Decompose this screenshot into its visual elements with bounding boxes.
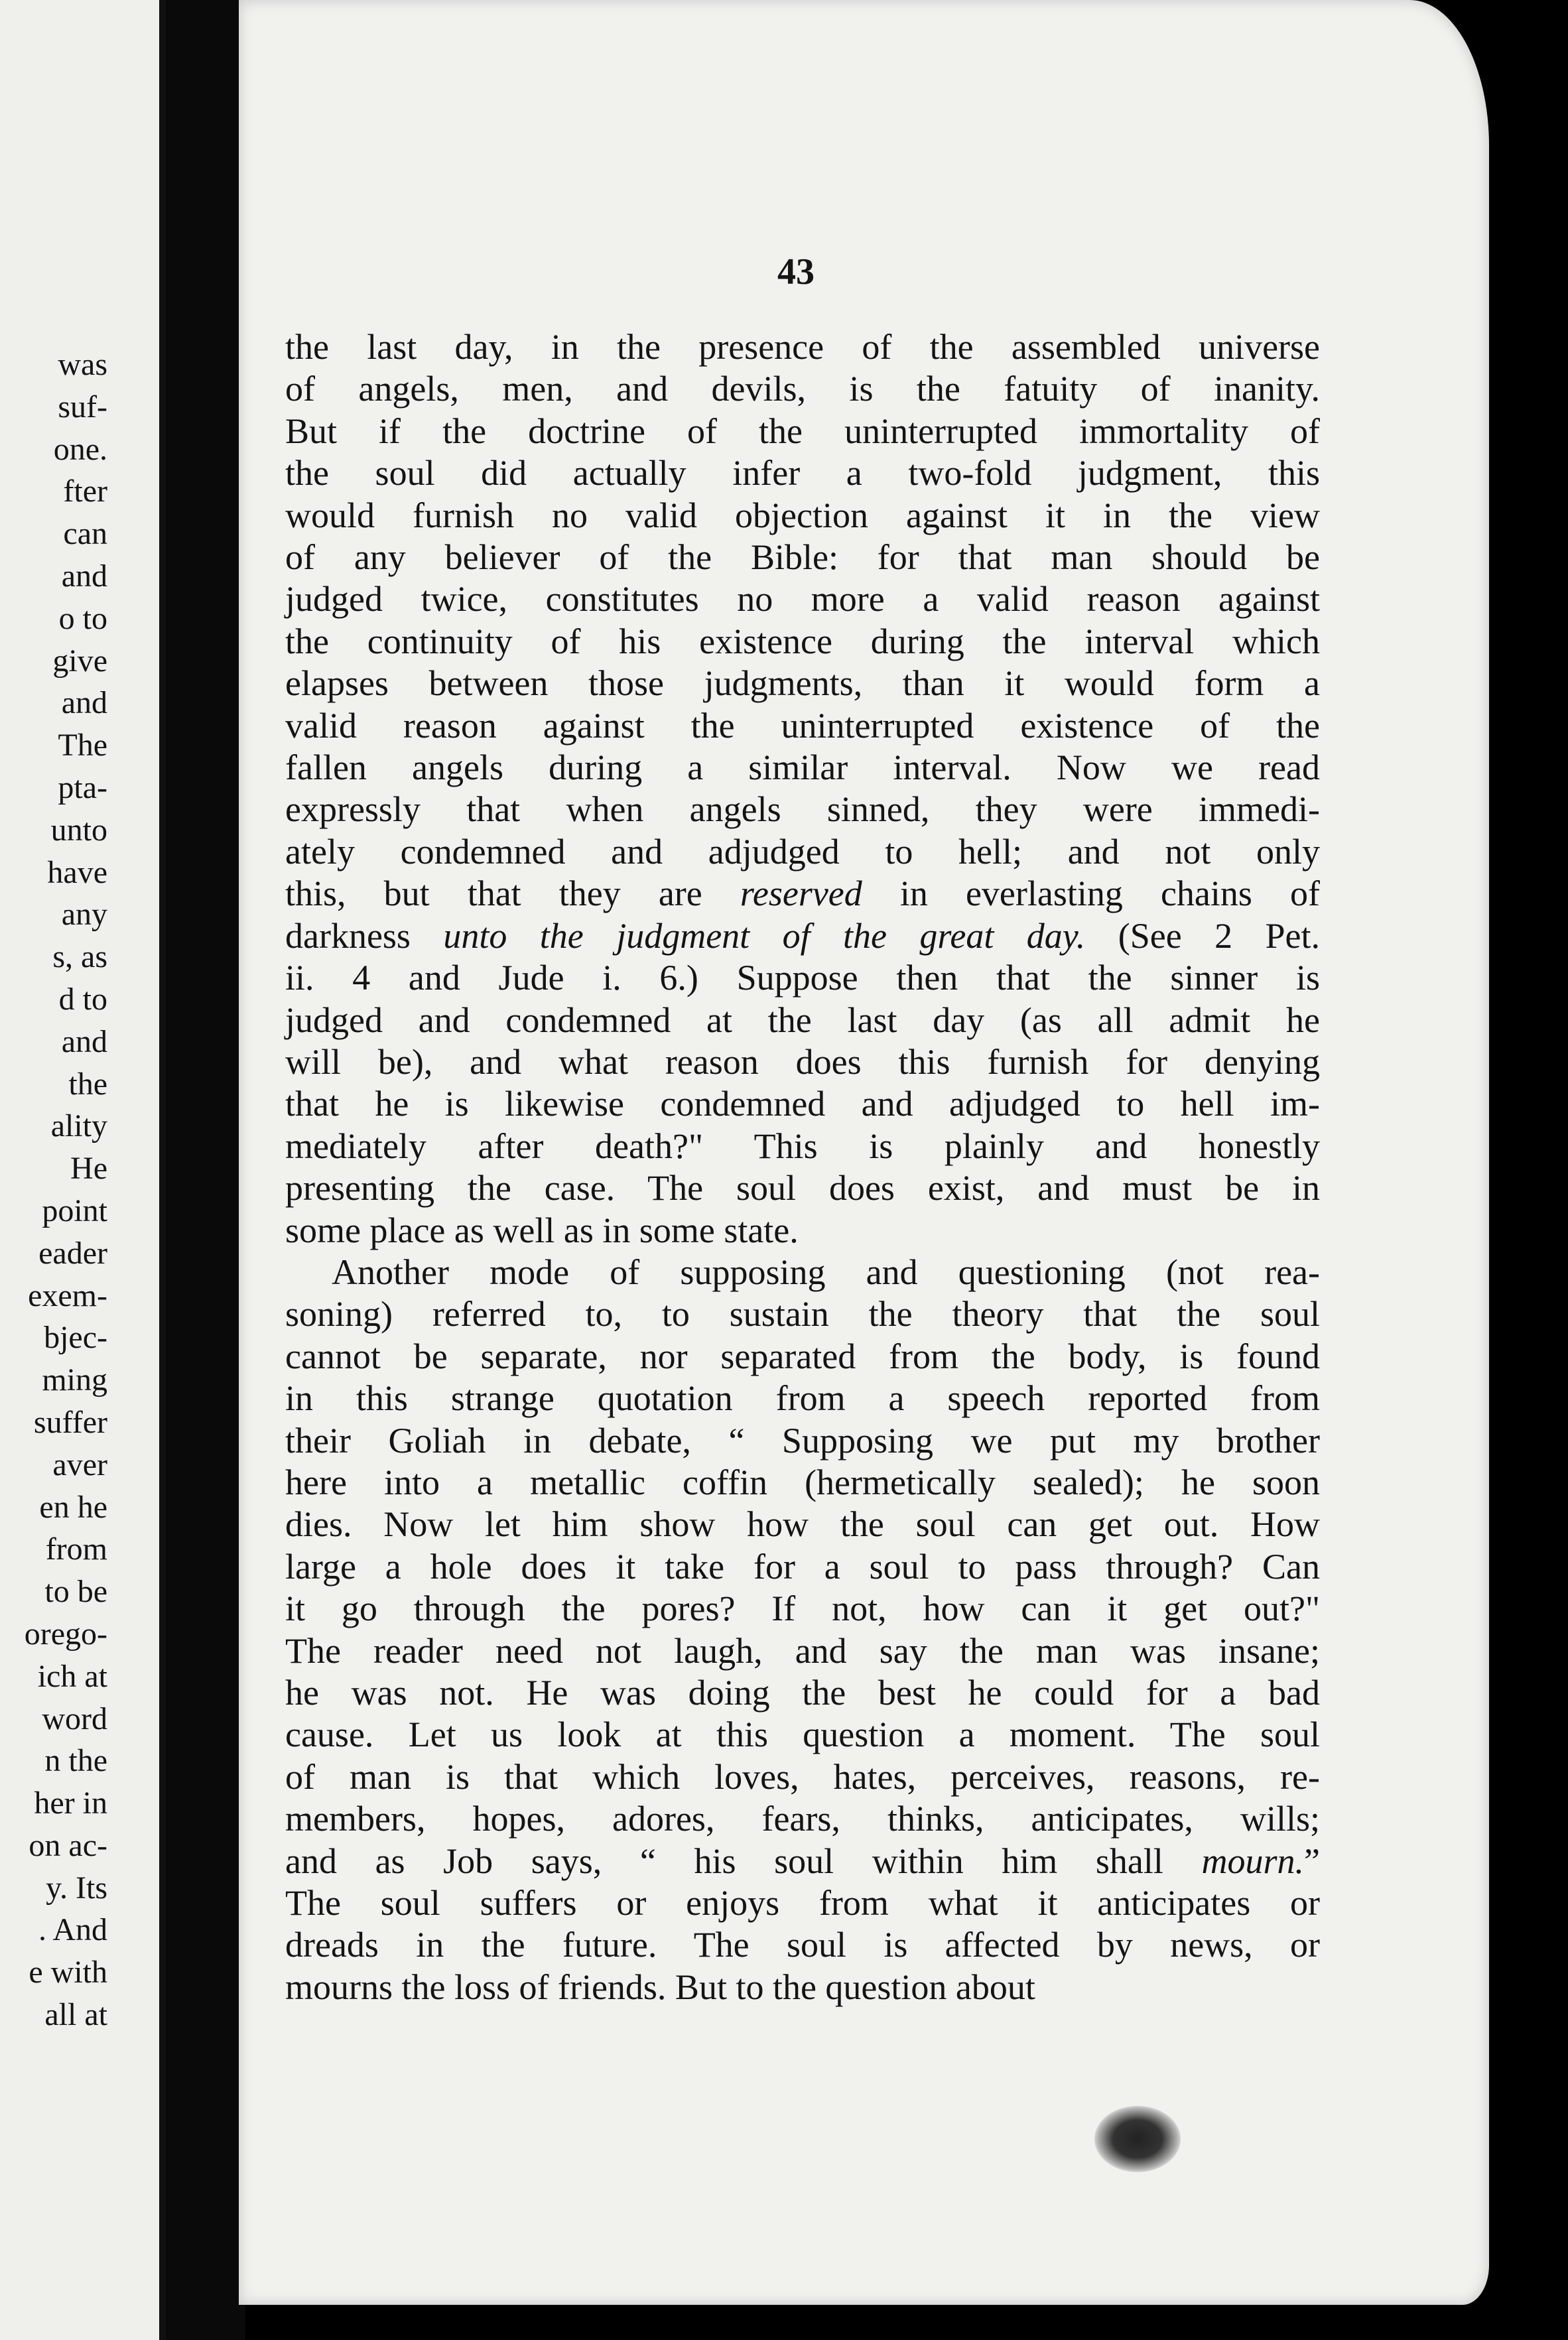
left-page-fragment: suf- [58,389,107,424]
text-line: dreads in the future. The soul is affected by news, or [285,1925,1320,1965]
left-page-fragment: o to [58,600,107,636]
left-page-text-fragments [25,344,107,2036]
text-line: judged and condemned at the last day (as all admit he [285,1000,1320,1040]
left-page-fragment: and [61,1023,107,1059]
text-line: that he is likewise condemned and adjudged to hell im- [285,1084,1320,1124]
left-page-fragment: point [42,1193,107,1228]
left-page-fragment: The [58,728,107,763]
left-page-fragment: all at [44,1997,107,2033]
text-line: the continuity of his existence during the interval which [285,621,1320,661]
left-page-fragment: en he [39,1489,107,1525]
text-line: expressly that when angels sinned, they were immedi- [285,789,1320,830]
text-line: But if the doctrine of the uninterrupted immortality of [285,411,1320,451]
text-line: members, hopes, adores, fears, thinks, anticipates, wills; [285,1799,1320,1839]
left-page-fragment: e with [29,1955,107,1990]
left-page [0,0,166,2340]
text-line: would furnish no valid objection against it in the view [285,495,1320,535]
left-page-fragment: suffer [33,1404,107,1440]
text-line: valid reason against the uninterrupted existence of the [285,705,1320,746]
left-page-fragment: ich at [37,1658,107,1694]
left-page-fragment: pta- [58,769,107,805]
left-page-fragment: eader [38,1235,107,1271]
left-page-fragment: from [45,1531,107,1567]
text-line: cannot be separate, nor separated from the body, is found [285,1336,1320,1376]
left-page-fragment: have [47,854,107,890]
text-line: he was not. He was doing the best he could for a bad [285,1673,1320,1713]
left-page-fragment: . And [38,1912,107,1948]
text-line: ii. 4 and Jude i. 6.) Suppose then that the sinner is [285,958,1320,998]
text-line: the soul did actually infer a two-fold judgment, this [285,453,1320,493]
left-page-fragment: was [58,347,107,382]
text-line: large a hole does it take for a soul to pass through? Can [285,1546,1320,1587]
text-line: of any believer of the Bible: for that man should be [285,537,1320,578]
left-page-fragment: bjec- [44,1320,107,1356]
left-page-fragment: ality [50,1108,107,1144]
text-line: judged twice, constitutes no more a valid reason against [285,579,1320,619]
left-page-fragment: one. [53,431,107,467]
left-page-fragment: her in [34,1786,107,1821]
text-line: of angels, men, and devils, is the fatuity of inanity. [285,369,1320,409]
left-page-fragment: fter [63,474,107,509]
text-line: The soul suffers or enjoys from what it anticipates or [285,1883,1320,1923]
text-line: some place as well as in some state. [285,1210,799,1250]
left-page-fragment: aver [52,1447,107,1482]
text-line [285,1841,1320,1882]
text-line [285,873,1320,915]
text-line: dies. Now let him show how the soul can get out. How [285,1504,1320,1545]
text-run: darkness [285,915,444,956]
left-page-fragment: give [52,643,107,679]
left-page-fragment: to be [44,1574,107,1610]
left-page-fragment: He [70,1151,107,1187]
ink-stain [1094,2106,1181,2172]
left-page-fragment: the [68,1066,107,1102]
text-line: of man is that which loves, hates, perceives, reasons, re- [285,1756,1320,1797]
body-text [285,326,1320,2008]
left-page-fragment: orego- [24,1616,107,1652]
text-line: will be), and what reason does this furnish for denying [285,1041,1320,1082]
text-line: it go through the pores? If not, how can it get out?" [285,1589,1320,1629]
left-page-fragment: can [63,516,107,552]
left-page-fragment: any [61,897,107,933]
text-line: cause. Let us look at this question a moment. The soul [285,1715,1320,1755]
text-run: and as Job says, “ his soul within him shall [285,1841,1202,1881]
text-line: here into a metallic coffin (hermetically sealed); he soon [285,1462,1320,1502]
left-page-fragment: n the [44,1743,107,1779]
book-gutter [166,0,245,2340]
text-line: mediately after death?" This is plainly and honestly [285,1126,1320,1166]
text-line: presenting the case. The soul does exist, and must be in [285,1168,1320,1208]
left-page-fragment: d to [58,981,107,1017]
italic-text-run: mourn. [1201,1841,1305,1881]
text-line [285,915,1320,957]
text-run: (See 2 Pet. [1085,915,1321,956]
text-line: mourns the loss of friends. But to the question about [285,1967,1035,2007]
left-page-fragment: word [42,1701,107,1736]
text-line: soning) referred to, to sustain the theory that the soul [285,1294,1320,1334]
text-line: The reader need not laugh, and say the man was insane; [285,1630,1320,1671]
left-page-fragment: and [61,685,107,721]
left-page-fragment: unto [50,812,107,848]
text-run: in everlasting chains of [862,874,1320,914]
text-line: their Goliah in debate, “ Supposing we put my brother [285,1420,1320,1461]
text-line: in this strange quotation from a speech reported from [285,1378,1320,1419]
page-number: 43 [777,251,815,292]
text-run: this, but that they are [285,874,740,914]
left-page-fragment: exem- [28,1277,107,1313]
left-page-fragment: and [61,558,107,594]
text-line: Another mode of supposing and questioning (not rea- [332,1252,1320,1292]
italic-text-run: reserved [740,874,862,914]
text-line: elapses between those judgments, than it would form a [285,663,1320,704]
text-run: ” [1304,1841,1320,1881]
left-page-fragment: on ac- [29,1827,107,1863]
left-page-fragment: ming [42,1362,107,1398]
italic-text-run: unto the judgment of the great day. [443,915,1086,956]
text-line: ately condemned and adjudged to hell; and not only [285,831,1320,872]
left-page-fragment: y. Its [46,1870,107,1906]
text-line: the last day, in the presence of the assembled universe [285,327,1320,367]
text-line: fallen angels during a similar interval. Now we read [285,748,1320,788]
left-page-fragment: s, as [52,939,107,975]
